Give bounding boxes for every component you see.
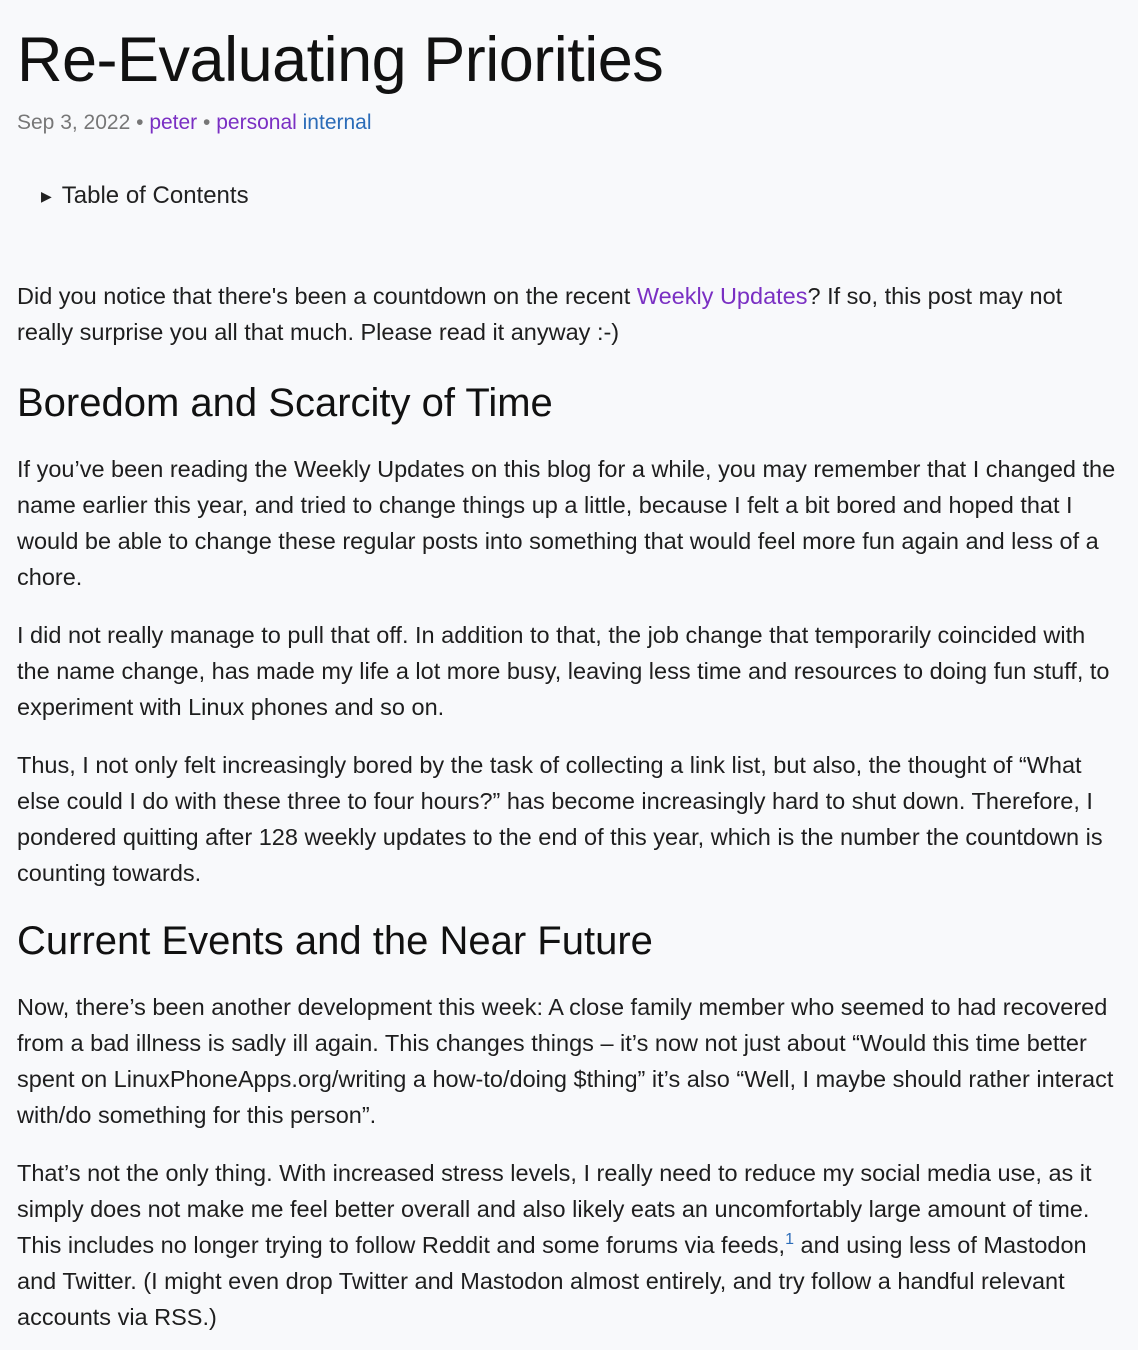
paragraph: If you’ve been reading the Weekly Updates on this blog for a while, you may remember that I changed the name earlier this year, and tried to change things up a little, because I felt a bit bored and hoped that I would be able to change these regular posts into something that would feel more fun again and less of a chore. <box>17 456 1116 590</box>
intro-text-after: ? If so, this post may not really surprise you all that much. Please read it anyway :-) <box>17 283 1063 345</box>
section-heading-boredom: Boredom and Scarcity of Time <box>17 381 553 425</box>
paragraph-text-after-footnote: and using less of Mastodon and Twitter. (I might even drop Twitter and Mastodon almost entirely, and try follow a handful relevant accounts via RSS.) <box>17 1232 1087 1330</box>
weekly-updates-link[interactable]: Weekly Updates <box>636 283 808 309</box>
paragraph-text-before-footnote: That’s not the only thing. With increased stress levels, I really need to reduce my social media use, as it simply does not make me feel better overall and also likely eats an uncomfortably large amount of time. This includes no longer trying to follow Reddit and some forums via feeds, <box>17 1160 1092 1258</box>
tag-link-internal[interactable]: internal <box>302 111 372 134</box>
post-meta <box>17 110 1121 136</box>
intro-text-before: Did you notice that there's been a countdown on the recent <box>17 283 637 309</box>
meta-separator: • <box>203 111 211 134</box>
post-date: Sep 3, 2022 <box>17 111 131 134</box>
section-heading-current-events: Current Events and the Near Future <box>17 919 653 963</box>
tag-link-personal[interactable]: personal <box>216 111 297 134</box>
author-link[interactable]: peter <box>149 111 198 134</box>
paragraph: I did not really manage to pull that off. In addition to that, the job change that temporarily coincided with the name change, has made my life a lot more busy, leaving less time and resources to doing fun stuff, to experiment with Linux phones and so on. <box>17 622 1110 720</box>
footnote-ref <box>785 1227 794 1249</box>
table-of-contents-toggle[interactable] <box>41 181 1121 211</box>
paragraph: Now, there’s been another development this week: A close family member who seemed to had recovered from a bad illness is sadly ill again. This changes things – it’s now not just about “Would this time better spent on LinuxPhoneApps.org/writing a how-to/doing $thing” it’s also “Well, I maybe should rather interact with/do something for this person”. <box>17 994 1114 1128</box>
toc-label: Table of Contents <box>61 182 249 209</box>
page-title: Re-Evaluating Priorities <box>17 25 664 95</box>
paragraph: Thus, I not only felt increasingly bored by the task of collecting a link list, but also, the thought of “What else could I do with these three to four hours?” has become increasingly hard to shut down. Therefore, I pondered quitting after 128 weekly updates to the end of this year, which is the number the countdown is counting towards. <box>17 752 1103 886</box>
disclosure-triangle-icon: ▶ <box>41 188 52 204</box>
footnote-link[interactable]: 1 <box>785 1231 794 1249</box>
paragraph <box>17 1155 1121 1335</box>
intro-paragraph <box>17 278 1121 350</box>
meta-separator: • <box>136 111 144 134</box>
